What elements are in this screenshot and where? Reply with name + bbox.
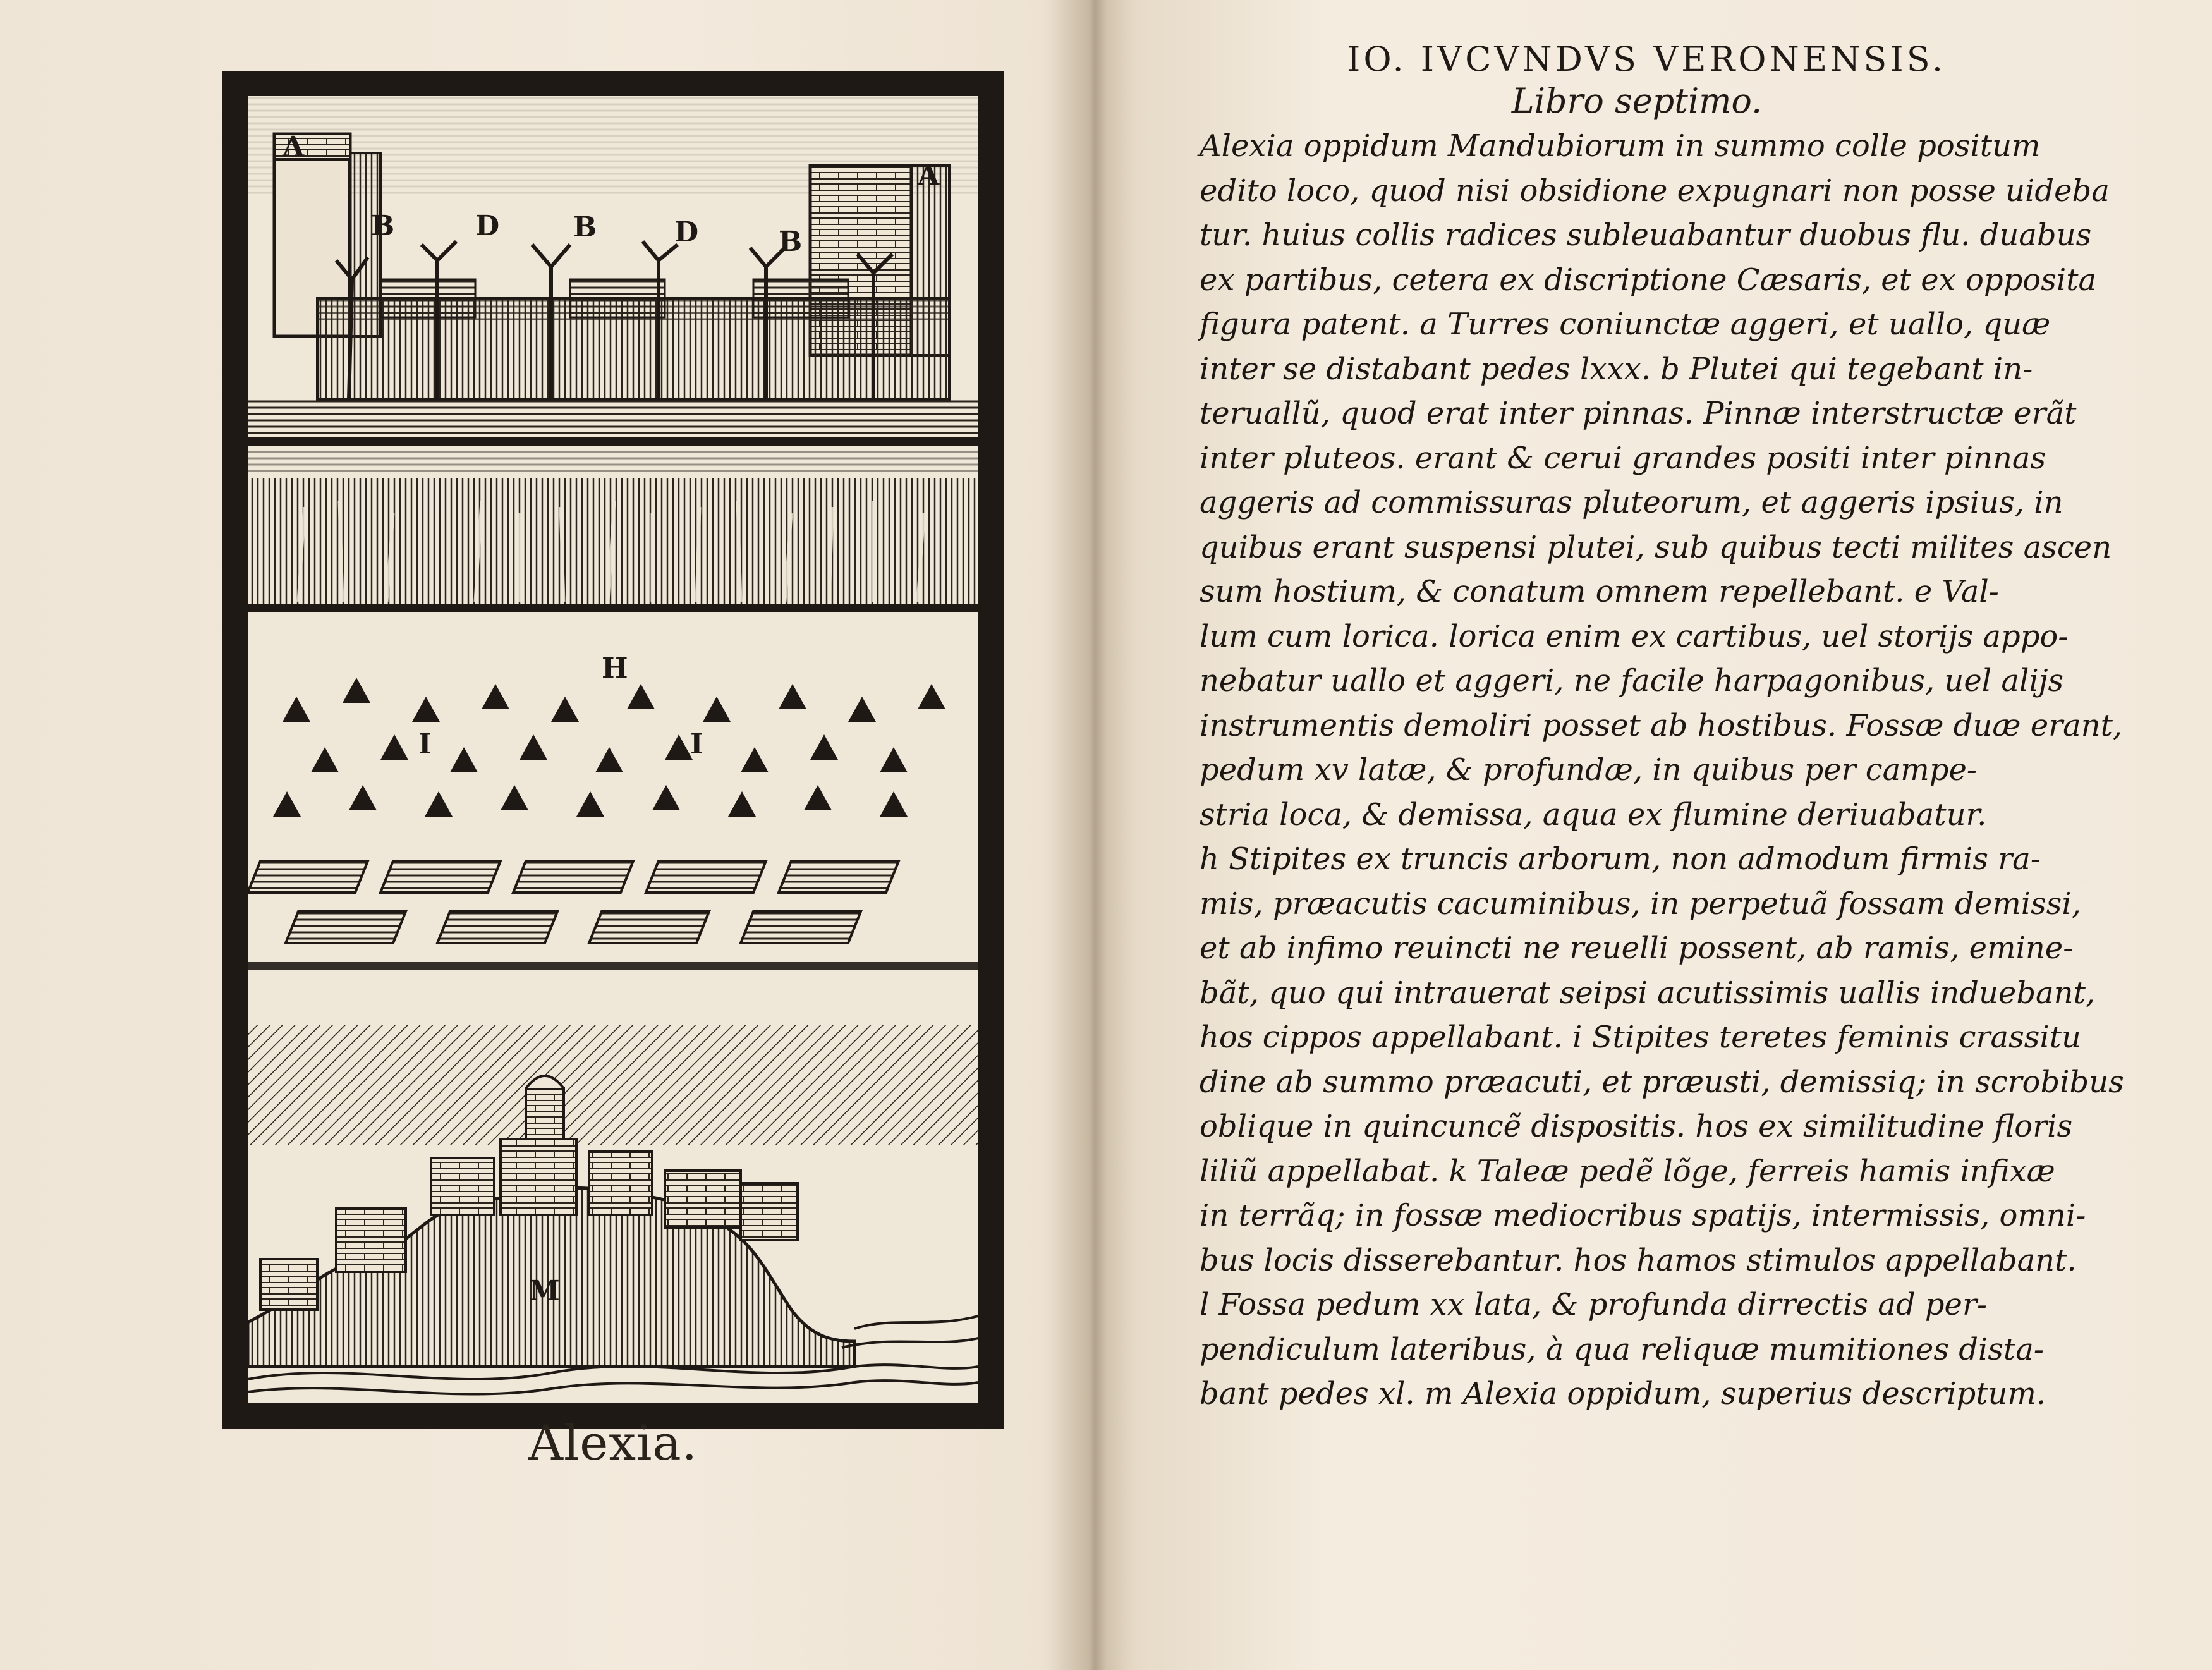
text-line: instrumentis demoliri posset ab hostibus. Fossæ duæ erant,: [1200, 707, 2123, 743]
label-m: M: [529, 1275, 560, 1307]
text-line: teruallũ, quod erat inter pinnas. Pinnæ interstructæ erãt: [1200, 396, 2077, 431]
text-line: dine ab summo præacuti, et præusti, demissiq; in scrobibus: [1200, 1064, 2124, 1100]
text-line: Alexia oppidum Mandubiorum in summo colle positum: [1200, 128, 2041, 164]
left-page: [0, 0, 1087, 1670]
label-top-5: B: [779, 226, 803, 258]
text-line: hos cippos appellabant. i Stipites teretes feminis crassitu: [1200, 1020, 2081, 1055]
text-line: h Stipites ex truncis arborum, non admodum firmis ra-: [1200, 841, 2041, 877]
text-line: bant pedes xl. m Alexia oppidum, superius descriptum.: [1200, 1376, 2046, 1411]
text-line: figura patent. a Turres coniunctæ aggeri, et uallo, quæ: [1200, 307, 2051, 342]
text-line: stria loca, & demissa, aqua ex flumine deriuabatur.: [1200, 796, 1987, 832]
commentary-text: [1200, 124, 2124, 1417]
text-line: tur. huius collis radices subleuabantur duobus flu. duabus: [1200, 217, 2092, 253]
text-line: liliũ appellabat. k Taleæ pedẽ lõge, ferreis hamis infixæ: [1200, 1153, 2055, 1189]
panel-cippi: [248, 478, 978, 604]
text-line: bãt, quo qui intrauerat seipsi acutissimis uallis induebant,: [1200, 975, 2096, 1011]
text-line: pendiculum lateribus, à qua reliquæ mumitiones dista-: [1200, 1331, 2045, 1367]
panel-ramparts: [248, 96, 978, 437]
label-top-4: D: [674, 216, 699, 248]
text-line: inter se distabant pedes lxxx. b Plutei qui tegebant in-: [1200, 351, 2033, 387]
text-line: et ab infimo reuincti ne reuelli possent, ab ramis, emine-: [1200, 930, 2074, 966]
text-line: l Fossa pedum xx lata, & profunda dirrectis ad per-: [1200, 1287, 1988, 1322]
text-line: sum hostium, & conatum omnem repellebant. e Val-: [1200, 574, 1999, 609]
label-a-right: A: [918, 159, 940, 192]
label-a-left: A: [283, 131, 305, 163]
text-line: pedum xv latæ, & profundæ, in quibus per campe-: [1200, 752, 1978, 788]
figure-caption: Alexia.: [528, 1415, 698, 1471]
label-h: H: [602, 652, 628, 685]
text-line: aggeris ad commissuras pluteorum, et aggeris ipsius, in: [1200, 485, 2063, 520]
label-i-right: I: [690, 728, 703, 760]
text-line: bus locis disserebantur. hos hamos stimulos appellabant.: [1200, 1242, 2077, 1278]
book-title: Libro septimo.: [1511, 81, 1763, 121]
text-line: ex partibus, cetera ex discriptione Cæsaris, et ex opposita: [1200, 262, 2097, 298]
label-top-3: B: [573, 211, 597, 243]
text-line: oblique in quincuncẽ dispositis. hos ex similitudine floris: [1200, 1109, 2073, 1144]
alexia-woodcut-illustration: [222, 71, 1004, 1429]
text-line: quibus erant suspensi plutei, sub quibus tecti milites ascen: [1200, 529, 2112, 565]
woodcut-svg: [222, 71, 1004, 1429]
text-line: in terrãq; in fossæ mediocribus spatijs, intermissis, omni-: [1200, 1198, 2086, 1233]
text-line: inter pluteos. erant & cerui grandes positi inter pinnas: [1200, 440, 2046, 476]
text-line: edito loco, quod nisi obsidione expugnari non posse uideba: [1200, 173, 2110, 209]
text-line: nebatur uallo et aggeri, ne facile harpagonibus, uel alijs: [1200, 663, 2064, 698]
label-top-2: D: [475, 210, 500, 242]
text-line: lum cum lorica. lorica enim ex cartibus, uel storijs appo-: [1200, 618, 2069, 654]
label-i-left: I: [418, 728, 432, 760]
running-head: IO. IVCVNDVS VERONENSIS.: [1347, 39, 1946, 79]
label-top-1: B: [371, 210, 395, 242]
text-line: mis, præacutis cacuminibus, in perpetuã fossam demissi,: [1200, 886, 2081, 922]
